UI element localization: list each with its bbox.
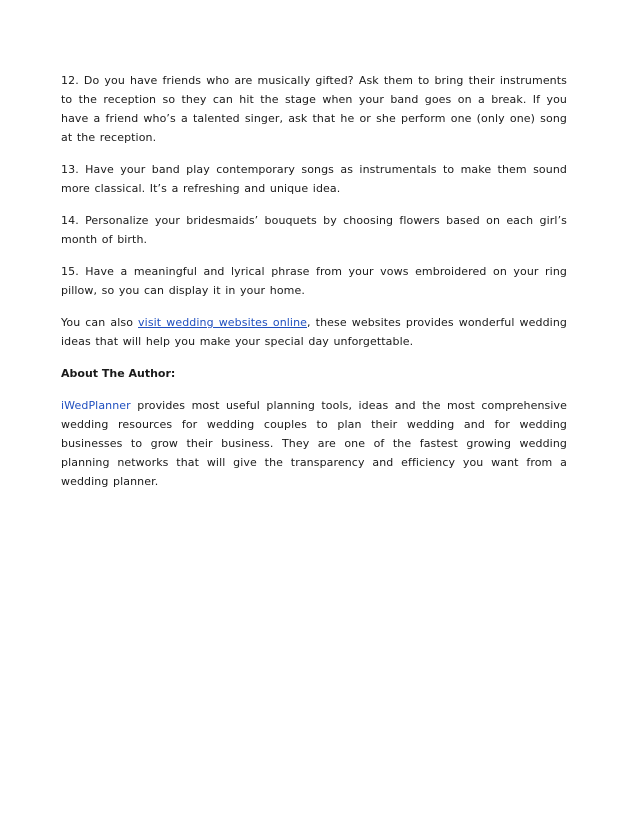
closing-text-after: , these websites provides wonderful wedding ideas that will help you make your special day unforgettable. [61,316,567,348]
tip-12: 12. Do you have friends who are musically gifted? Ask them to bring their instruments to the reception so they can hit the stage when your band goes on a break. If you have a friend who’s a talented singer, ask that he or she perform one (only one) song at the reception. [61,74,567,144]
author-paragraph [61,396,567,491]
tip-14: 14. Personalize your bridesmaids’ bouquets by choosing flowers based on each girl’s month of birth. [61,214,567,246]
wedding-websites-link[interactable]: visit wedding websites online [138,316,308,329]
document-page [61,71,567,504]
closing-paragraph [61,313,567,351]
tip-13: 13. Have your band play contemporary songs as instrumentals to make them sound more classical. It’s a refreshing and unique idea. [61,163,567,195]
tip-15: 15. Have a meaningful and lyrical phrase from your vows embroidered on your ring pillow, so you can display it in your home. [61,265,567,297]
about-author-heading: About The Author: [61,367,176,380]
iwedplanner-link[interactable]: iWedPlanner [61,399,131,412]
closing-text-before: You can also [61,316,139,329]
author-text: provides most useful planning tools, ideas and the most comprehensive wedding resources for wedding couples to plan their wedding and for wedding businesses to grow their business. They are one of the fastest growing wedding planning networks that will give the transparency and efficiency you want from a wedding planner. [61,399,567,488]
